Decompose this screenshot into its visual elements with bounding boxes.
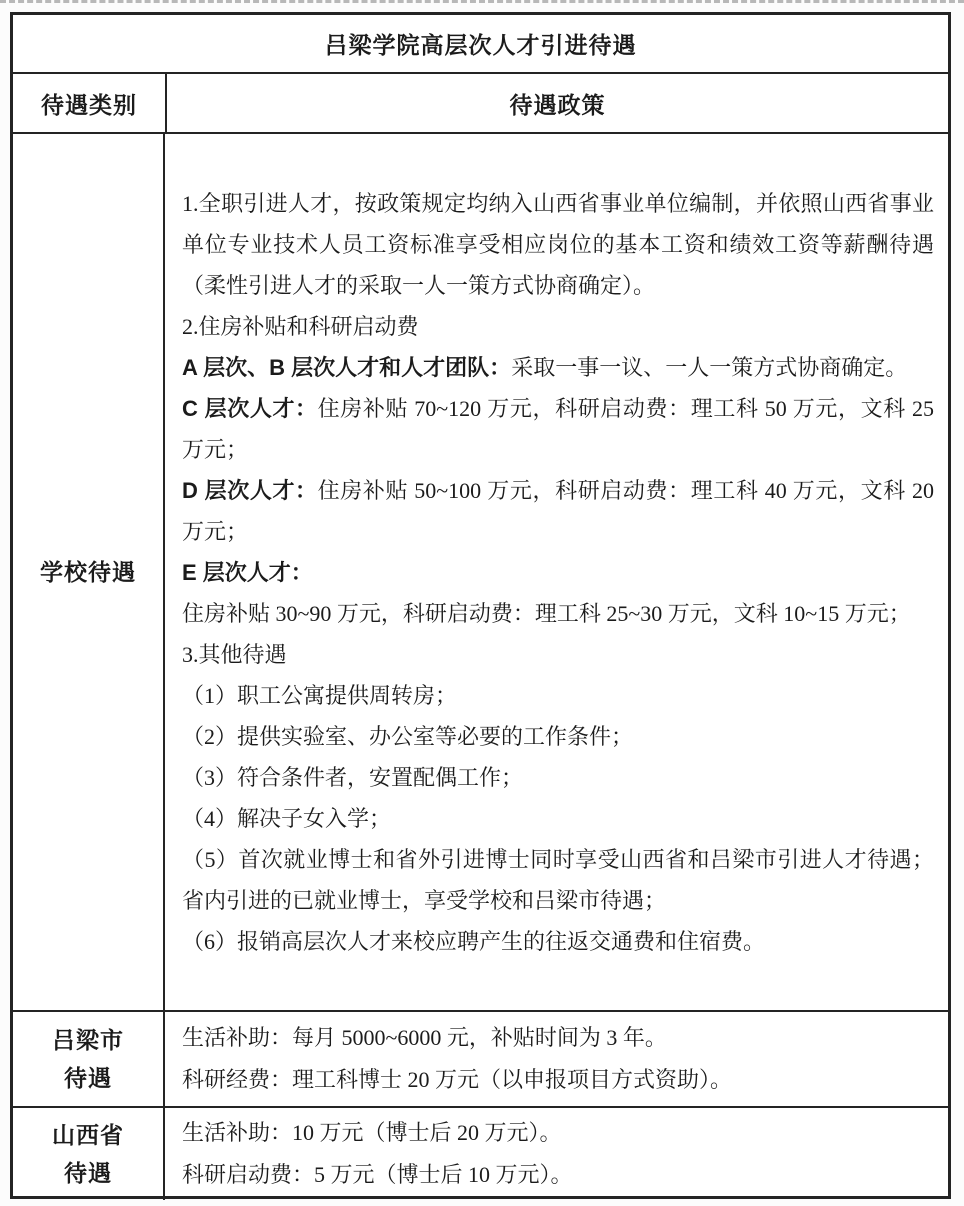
policy-text: 生活补助：每月 5000~6000 元，补贴时间为 3 年。 <box>182 1025 667 1050</box>
policy-paragraph <box>182 716 934 757</box>
policy-paragraph <box>182 1112 934 1154</box>
table-body <box>13 134 948 1200</box>
category-cell <box>13 134 165 1010</box>
table-row <box>13 134 948 1012</box>
policy-paragraph <box>182 1154 934 1196</box>
category-cell <box>13 1108 165 1200</box>
policy-paragraph <box>182 1017 934 1059</box>
policy-text: （6）报销高层次人才来校应聘产生的往返交通费和住宿费。 <box>182 928 766 954</box>
policy-paragraph <box>182 634 934 675</box>
policy-paragraph <box>182 1059 934 1101</box>
policy-paragraph <box>182 552 934 593</box>
policy-text: 住房补贴 50~100 万元，科研启动费：理工科 40 万元，文科 20 万元； <box>182 477 934 544</box>
header-policy: 待遇政策 <box>509 91 606 118</box>
category-label: 学校待遇 <box>40 558 136 585</box>
table-title-row <box>13 15 948 74</box>
policy-text: 采取一事一议、一人一策方式协商确定。 <box>511 354 908 380</box>
policy-text-bold: C 层次人才： <box>182 395 318 421</box>
policy-cell <box>165 1012 948 1106</box>
policy-text: 住房补贴 30~90 万元，科研启动费：理工科 25~30 万元，文科 10~15 万元； <box>182 600 911 626</box>
policy-text-bold: E 层次人才： <box>182 559 313 585</box>
category-label: 吕梁市 <box>52 1026 124 1053</box>
policy-paragraph <box>182 388 934 470</box>
policy-paragraph <box>182 306 934 347</box>
policy-text: （2）提供实验室、办公室等必要的工作条件； <box>182 723 634 749</box>
page-top-edge-artifact <box>0 0 964 3</box>
policy-text-bold: A 层次、B 层次人才和人才团队： <box>182 354 512 380</box>
benefits-table <box>10 12 951 1199</box>
table-header-row <box>13 74 948 134</box>
policy-text: （1）职工公寓提供周转房； <box>182 682 458 708</box>
policy-paragraph <box>182 798 934 839</box>
policy-paragraph <box>182 839 934 921</box>
policy-text: 1.全职引进人才，按政策规定均纳入山西省事业单位编制，并依照山西省事业单位专业技术人员工资标准享受相应岗位的基本工资和绩效工资等薪酬待遇（柔性引进人才的采取一人一策方式协商确定）。 <box>182 190 934 298</box>
policy-text: （4）解决子女入学； <box>182 805 392 831</box>
policy-paragraph <box>182 593 934 634</box>
category-label: 待遇 <box>64 1160 112 1186</box>
table-row <box>13 1108 948 1200</box>
policy-text: 住房补贴 70~120 万元，科研启动费：理工科 50 万元，文科 25 万元； <box>182 395 934 462</box>
policy-paragraph <box>182 347 934 388</box>
policy-text: （3）符合条件者，安置配偶工作； <box>182 764 524 790</box>
policy-text: 科研启动费：5 万元（博士后 10 万元）。 <box>182 1162 573 1187</box>
policy-paragraph <box>182 183 934 306</box>
category-label: 山西省 <box>52 1121 124 1148</box>
table-row <box>13 1012 948 1108</box>
policy-text: 科研经费：理工科博士 20 万元（以申报项目方式资助）。 <box>182 1067 733 1092</box>
policy-text: 生活补助：10 万元（博士后 20 万元）。 <box>182 1120 562 1145</box>
policy-cell <box>165 134 948 1010</box>
policy-text-bold: D 层次人才： <box>182 477 318 503</box>
header-category: 待遇类别 <box>13 74 167 132</box>
category-label: 待遇 <box>64 1065 112 1091</box>
policy-text: 3.其他待遇 <box>182 641 287 667</box>
policy-cell <box>165 1108 948 1200</box>
category-cell <box>13 1012 165 1106</box>
policy-paragraph <box>182 757 934 798</box>
policy-text: （5）首次就业博士和省外引进博士同时享受山西省和吕梁市引进人才待遇；省内引进的已就业博士，享受学校和吕梁市待遇； <box>182 846 934 913</box>
policy-text: 2.住房补贴和科研启动费 <box>182 313 419 339</box>
policy-paragraph <box>182 921 934 962</box>
policy-paragraph <box>182 675 934 716</box>
table-title: 吕梁学院高层次人才引进待遇 <box>324 32 637 58</box>
policy-paragraph <box>182 470 934 552</box>
